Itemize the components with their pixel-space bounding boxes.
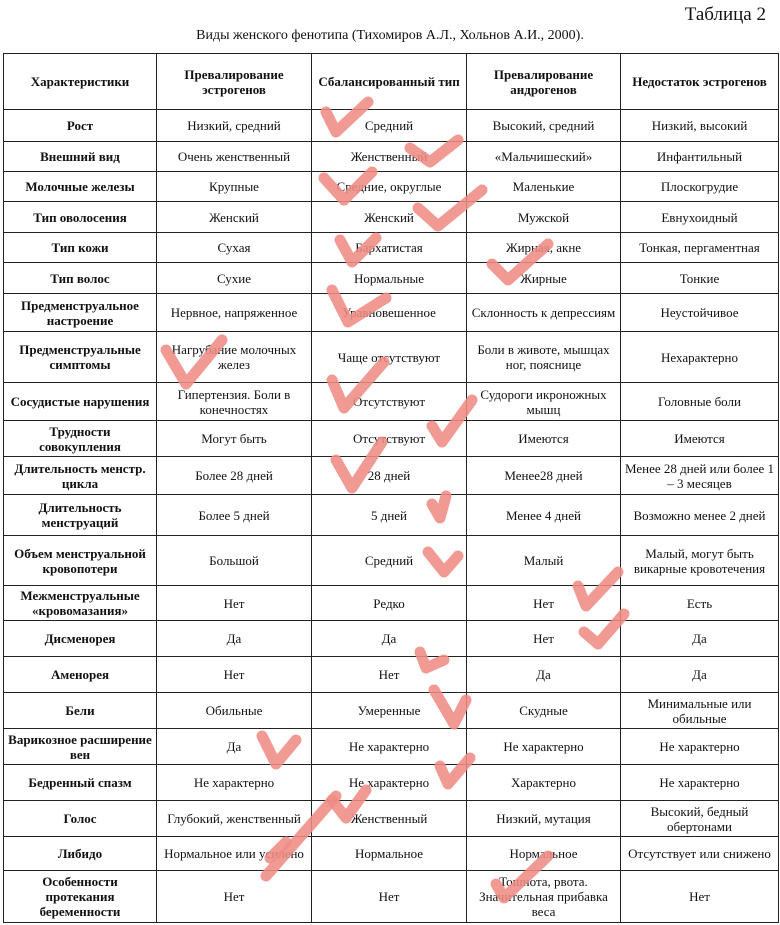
table-cell: Нет <box>467 586 621 621</box>
table-cell: Да <box>621 657 779 693</box>
table-row <box>4 657 779 693</box>
row-label: Тип кожи <box>4 233 157 263</box>
table-cell: Большой <box>157 536 312 586</box>
table-cell: Есть <box>621 586 779 621</box>
table-cell: Низкий, мутация <box>467 801 621 837</box>
table-cell: Высокий, средний <box>467 110 621 142</box>
table-cell: Жирные <box>467 263 621 294</box>
table-cell: Тошнота, рвота. Значительная прибавка веса <box>467 871 621 923</box>
table-cell: Евнухоидный <box>621 202 779 233</box>
table-cell: Тонкие <box>621 263 779 294</box>
table-cell: Нет <box>312 657 467 693</box>
row-label: Бедренный спазм <box>4 765 157 801</box>
row-label: Голос <box>4 801 157 837</box>
table-row <box>4 263 779 294</box>
table-row <box>4 172 779 202</box>
table-cell: «Мальчишеский» <box>467 142 621 172</box>
row-label: Дисменорея <box>4 621 157 657</box>
table-cell: Нет <box>157 657 312 693</box>
table-cell: Нормальное <box>312 837 467 871</box>
table-cell: Менее 28 дней или более 1 – 3 месяцев <box>621 457 779 495</box>
table-cell: Крупные <box>157 172 312 202</box>
table-cell: Минимальные или обильные <box>621 693 779 729</box>
row-label: Аменорея <box>4 657 157 693</box>
table-cell: Не характерно <box>312 729 467 765</box>
row-label: Трудности совокупления <box>4 421 157 457</box>
table-cell: Имеются <box>467 421 621 457</box>
table-cell: Более 5 дней <box>157 495 312 536</box>
table-cell: Нехарактерно <box>621 332 779 383</box>
table-row <box>4 110 779 142</box>
table-cell: Не характерно <box>467 729 621 765</box>
table-cell: Женский <box>157 202 312 233</box>
table-cell: Гипертензия. Боли в конечностях <box>157 383 312 421</box>
table-cell: 5 дней <box>312 495 467 536</box>
row-label: Тип волос <box>4 263 157 294</box>
row-label: Внешний вид <box>4 142 157 172</box>
table-cell: Могут быть <box>157 421 312 457</box>
table-cell: Нормальное или усилено <box>157 837 312 871</box>
row-label: Предменструальное настроение <box>4 294 157 332</box>
table-row <box>4 765 779 801</box>
table-row <box>4 621 779 657</box>
header-balanced-type: Сбалансированный тип <box>312 54 467 110</box>
table-row <box>4 142 779 172</box>
header-estrogen-deficiency: Недостаток эстрогенов <box>621 54 779 110</box>
table-row <box>4 837 779 871</box>
table-cell: Обильные <box>157 693 312 729</box>
table-cell: Маленькие <box>467 172 621 202</box>
table-row <box>4 536 779 586</box>
table-row <box>4 294 779 332</box>
table-row <box>4 693 779 729</box>
row-label: Межменструальные «кровомазания» <box>4 586 157 621</box>
table-row <box>4 586 779 621</box>
table-cell: Боли в животе, мышцах ног, пояснице <box>467 332 621 383</box>
table-cell: Средний <box>312 536 467 586</box>
table-cell: Чаще отсутствуют <box>312 332 467 383</box>
table-cell: Женственный <box>312 142 467 172</box>
table-cell: Нормальные <box>312 263 467 294</box>
table-row <box>4 457 779 495</box>
table-cell: Плоскогрудие <box>621 172 779 202</box>
table-row <box>4 233 779 263</box>
row-label: Бели <box>4 693 157 729</box>
table-cell: Менее 4 дней <box>467 495 621 536</box>
table-cell: Средний <box>312 110 467 142</box>
table-cell: Жирная, акне <box>467 233 621 263</box>
table-cell: Отсутствуют <box>312 421 467 457</box>
table-cell: Нет <box>157 871 312 923</box>
row-label: Объем менструальной кровопотери <box>4 536 157 586</box>
table-cell: Тонкая, пергаментная <box>621 233 779 263</box>
row-label: Особенности протекания беременности <box>4 871 157 923</box>
table-cell: 28 дней <box>312 457 467 495</box>
table-cell: Головные боли <box>621 383 779 421</box>
table-number: Таблица 2 <box>684 4 766 25</box>
row-label: Молочные железы <box>4 172 157 202</box>
table-row <box>4 421 779 457</box>
table-cell: Средние, округлые <box>312 172 467 202</box>
row-label: Либидо <box>4 837 157 871</box>
header-row <box>4 54 779 110</box>
row-label: Сосудистые нарушения <box>4 383 157 421</box>
table-cell: Сухая <box>157 233 312 263</box>
table-cell: Сухие <box>157 263 312 294</box>
row-label: Длительность менстр. цикла <box>4 457 157 495</box>
table-row <box>4 801 779 837</box>
row-label: Длительность менструаций <box>4 495 157 536</box>
table-cell: Склонность к депрессиям <box>467 294 621 332</box>
table-cell: Женский <box>312 202 467 233</box>
table-cell: Неустойчивое <box>621 294 779 332</box>
table-cell: Малый, могут быть викарные кровотечения <box>621 536 779 586</box>
table-cell: Бархатистая <box>312 233 467 263</box>
header-androgen-dominance: Превалирование андрогенов <box>467 54 621 110</box>
table-cell: Не характерно <box>621 765 779 801</box>
table-row <box>4 202 779 233</box>
table-cell: Умеренные <box>312 693 467 729</box>
table-cell: Не характерно <box>312 765 467 801</box>
phenotype-table <box>3 53 779 923</box>
table-cell: Очень женственный <box>157 142 312 172</box>
table-cell: Глубокий, женственный <box>157 801 312 837</box>
table-cell: Более 28 дней <box>157 457 312 495</box>
table-cell: Нет <box>312 871 467 923</box>
table-cell: Возможно менее 2 дней <box>621 495 779 536</box>
table-cell: Женственный <box>312 801 467 837</box>
header-estrogen-dominance: Превалирование эстрогенов <box>157 54 312 110</box>
table-row <box>4 871 779 923</box>
row-label: Рост <box>4 110 157 142</box>
table-row <box>4 729 779 765</box>
table-cell: Скудные <box>467 693 621 729</box>
table-cell: Не характерно <box>157 765 312 801</box>
table-cell: Редко <box>312 586 467 621</box>
table-cell: Нет <box>157 586 312 621</box>
table-cell: Отсутствует или снижено <box>621 837 779 871</box>
table-cell: Низкий, средний <box>157 110 312 142</box>
table-cell: Да <box>157 621 312 657</box>
table-cell: Отсутствуют <box>312 383 467 421</box>
table-cell: Нагрубание молочных желез <box>157 332 312 383</box>
table-cell: Инфантильный <box>621 142 779 172</box>
table-cell: Да <box>467 657 621 693</box>
table-cell: Да <box>157 729 312 765</box>
table-cell: Малый <box>467 536 621 586</box>
table-cell: Судороги икроножных мышц <box>467 383 621 421</box>
table-cell: Высокий, бедный обертонами <box>621 801 779 837</box>
table-row <box>4 495 779 536</box>
table-row <box>4 332 779 383</box>
table-cell: Нет <box>467 621 621 657</box>
row-label: Тип оволосения <box>4 202 157 233</box>
table-cell: Имеются <box>621 421 779 457</box>
table-cell: Да <box>621 621 779 657</box>
table-cell: Нормальное <box>467 837 621 871</box>
table-cell: Не характерно <box>621 729 779 765</box>
table-caption: Виды женского фенотипа (Тихомиров А.Л., Хольнов А.И., 2000). <box>196 28 584 43</box>
table-cell: Низкий, высокий <box>621 110 779 142</box>
table-cell: Мужской <box>467 202 621 233</box>
header-characteristics: Характеристики <box>4 54 157 110</box>
table-cell: Характерно <box>467 765 621 801</box>
table-cell: Нет <box>621 871 779 923</box>
table-cell: Уравновешенное <box>312 294 467 332</box>
table-cell: Нервное, напряженное <box>157 294 312 332</box>
table-row <box>4 383 779 421</box>
row-label: Варикозное расширение вен <box>4 729 157 765</box>
row-label: Предменструальные симптомы <box>4 332 157 383</box>
table-cell: Да <box>312 621 467 657</box>
table-cell: Менее28 дней <box>467 457 621 495</box>
